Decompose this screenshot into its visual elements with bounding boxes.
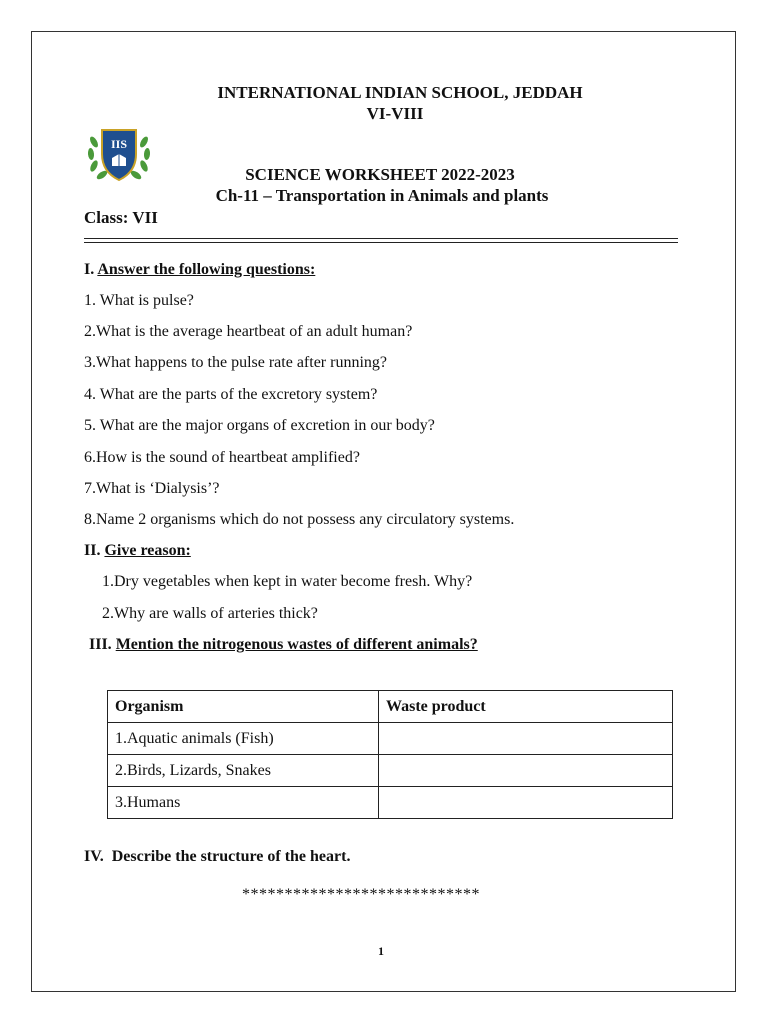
question-1: 1. What is pulse?: [84, 292, 194, 309]
stars-divider: ****************************: [242, 886, 480, 903]
question-5: 5. What are the major organs of excretion in our body?: [84, 417, 435, 434]
nitrogenous-waste-table: [107, 690, 673, 819]
table-header-organism: Organism: [108, 691, 379, 723]
table-row: [108, 723, 673, 755]
table-cell-waste: [379, 755, 673, 787]
grade-range: VI-VIII: [366, 104, 424, 123]
table-cell-organism: 3.Humans: [108, 787, 379, 819]
section-2-title: Give reason:: [104, 542, 191, 559]
question-3: 3.What happens to the pulse rate after running?: [84, 354, 387, 371]
table-cell-waste: [379, 723, 673, 755]
section-2-heading: [84, 542, 191, 560]
page-number: 1: [378, 944, 384, 958]
table-cell-waste: [379, 787, 673, 819]
school-name: INTERNATIONAL INDIAN SCHOOL, JEDDAH: [217, 83, 583, 102]
section-1-number: I.: [84, 261, 95, 278]
question-8: 8.Name 2 organisms which do not possess any circulatory systems.: [84, 511, 515, 528]
section-1-heading: [84, 261, 315, 279]
section-2-number: II.: [84, 542, 101, 559]
section-4-title: Describe the structure of the heart.: [111, 848, 351, 865]
table-cell-organism: 1.Aquatic animals (Fish): [108, 723, 379, 755]
double-rule-bottom: [84, 242, 678, 243]
class-label: Class: VII: [84, 208, 158, 227]
double-rule-top: [84, 238, 678, 239]
table-header-row: [108, 691, 673, 723]
worksheet-title: SCIENCE WORKSHEET 2022-2023: [245, 165, 515, 184]
table-row: [108, 755, 673, 787]
question-4: 4. What are the parts of the excretory system?: [84, 386, 378, 403]
question-2: 2.What is the average heartbeat of an adult human?: [84, 323, 413, 340]
reason-question-2: 2.Why are walls of arteries thick?: [102, 605, 318, 622]
table-cell-organism: 2.Birds, Lizards, Snakes: [108, 755, 379, 787]
question-7: 7.What is ‘Dialysis’?: [84, 480, 220, 497]
section-3-heading: [89, 636, 478, 654]
section-4-number: IV.: [84, 848, 104, 865]
reason-question-1: 1.Dry vegetables when kept in water become fresh. Why?: [102, 573, 473, 590]
logo-text: IIS: [110, 137, 128, 151]
section-1-title: Answer the following questions:: [97, 261, 316, 278]
section-4-heading: [84, 848, 350, 866]
chapter-title: Ch-11 – Transportation in Animals and plants: [215, 186, 549, 205]
section-3-number: III.: [89, 636, 112, 653]
question-6: 6.How is the sound of heartbeat amplified?: [84, 449, 360, 466]
table-row: [108, 787, 673, 819]
section-3-title: Mention the nitrogenous wastes of different animals?: [115, 636, 478, 653]
table-header-waste: Waste product: [379, 691, 673, 723]
